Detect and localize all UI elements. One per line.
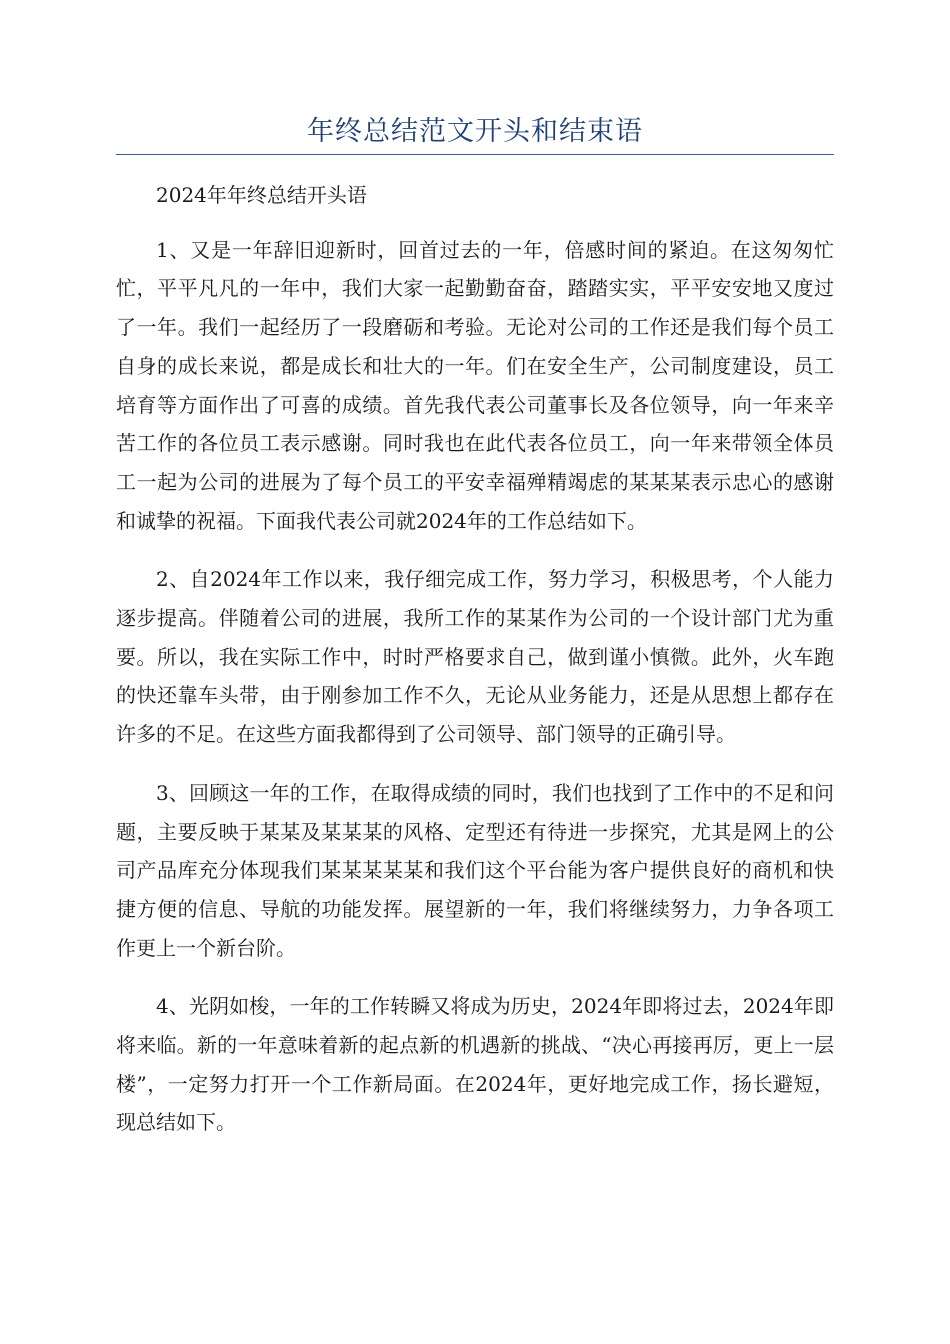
section-heading: 2024年年终总结开头语 (156, 183, 367, 207)
paragraph-1: 1、又是一年辞旧迎新时，回首过去的一年，倍感时间的紧迫。在这匆匆忙忙，平平凡凡的一年中，我们大家一起勤勤奋奋，踏踏实实，平平安安地又度过了一年。我们一起经历了一段磨砺和考验。无论对公司的工作还是我们每个员工自身的成长来说，都是成长和壮大的一年。们在安全生产，公司制度建设，员工培育等方面作出了可喜的成绩。首先我代表公司董事长及各位领导，向一年来辛苦工作的各位员工表示感谢。同时我也在此代表各位员工，向一年来带领全体员工一起为公司的进展为了每个员工的平安幸福殚精竭虑的某某某表示忠心的感谢和诚挚的祝福。下面我代表公司就2024年的工作总结如下。 (116, 237, 834, 533)
paragraph-3: 3、回顾这一年的工作，在取得成绩的同时，我们也找到了工作中的不足和问题，主要反映于某某及某某某的风格、定型还有待进一步探究，尤其是网上的公司产品库充分体现我们某某某某某和我们这个平台能为客户提供良好的商机和快捷方便的信息、导航的功能发挥。展望新的一年，我们将继续努力，力争各项工作更上一个新台阶。 (116, 780, 834, 960)
paragraph-4: 4、光阴如梭，一年的工作转瞬又将成为历史，2024年即将过去，2024年即将来临。新的一年意味着新的起点新的机遇新的挑战、“决心再接再厉，更上一层楼”，一定努力打开一个工作新局面。在2024年，更好地完成工作，扬长避短，现总结如下。 (116, 994, 834, 1135)
title-underline (116, 154, 834, 155)
paragraph-2: 2、自2024年工作以来，我仔细完成工作，努力学习，积极思考，个人能力逐步提高。伴随着公司的进展，我所工作的某某作为公司的一个设计部门尤为重要。所以，我在实际工作中，时时严格要求自己，做到谨小慎微。此外，火车跑的快还靠车头带，由于刚参加工作不久，无论从业务能力，还是从思想上都存在许多的不足。在这些方面我都得到了公司领导、部门领导的正确引导。 (116, 567, 834, 747)
page-title: 年终总结范文开头和结束语 (307, 116, 643, 147)
document-body (116, 176, 834, 1162)
